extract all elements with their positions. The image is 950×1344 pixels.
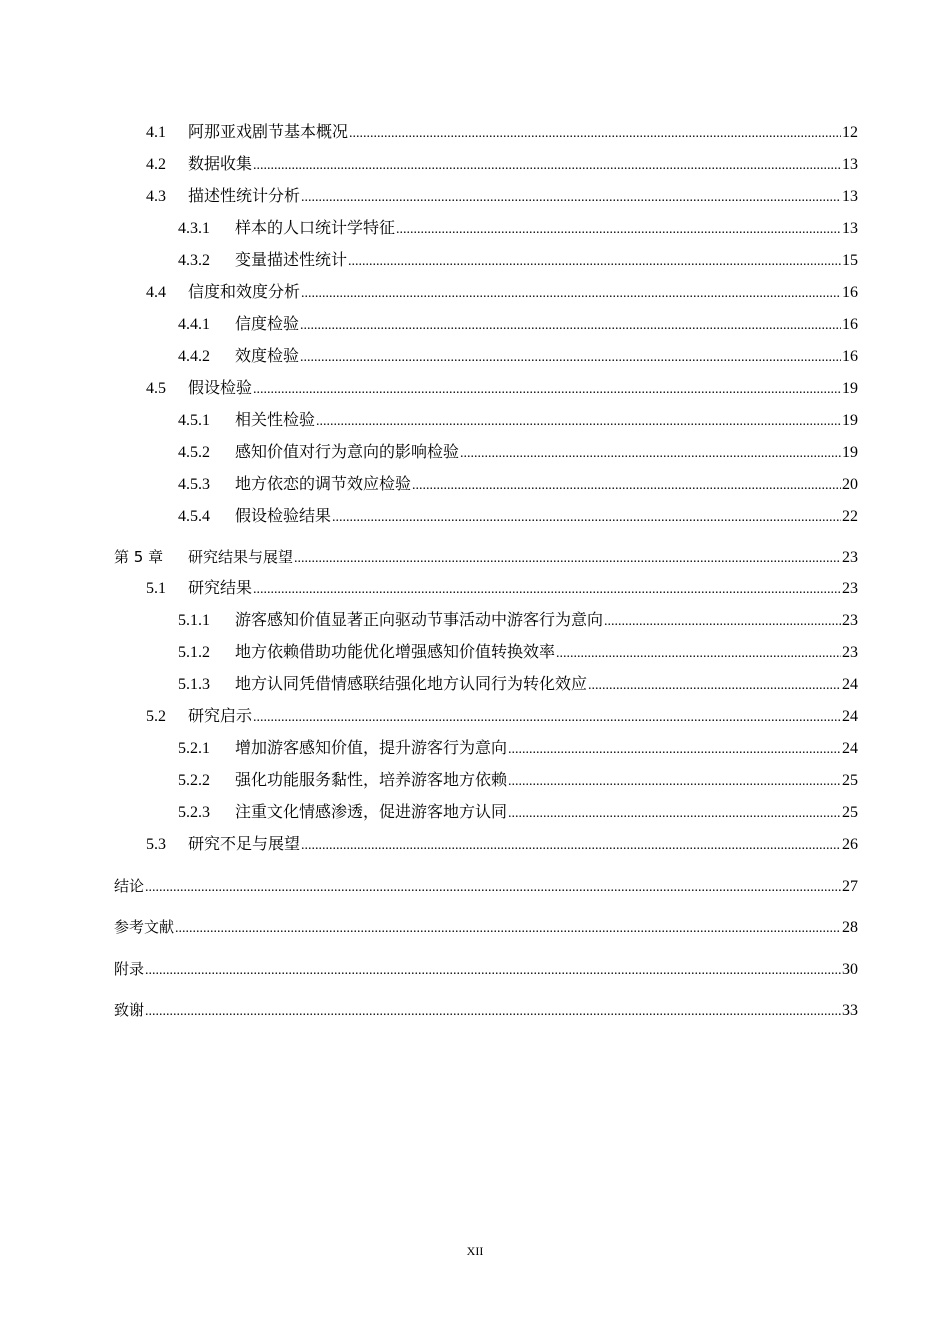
toc-entry-page: 13 [842,188,858,205]
toc-dot-leader [508,770,841,794]
toc-entry-conclusion[interactable] [114,874,858,898]
toc-entry-page: 26 [842,836,858,853]
toc-entry-number: 4.2 [146,156,166,173]
toc-entry-title: 致谢 [114,1001,145,1019]
toc-dot-leader [294,547,841,571]
toc-entry-4-4-2[interactable] [178,344,858,368]
toc-entry-chapter-5[interactable] [114,545,858,569]
toc-entry-4-5-4[interactable] [178,504,858,528]
toc-entry-number: 4.5 [146,380,166,397]
toc-dot-leader [316,410,841,434]
toc-entry-title: 强化功能服务黏性，培养游客地方依赖 [235,770,508,789]
toc-entry-4-4-1[interactable] [178,312,858,336]
toc-entry-number: 5.1.1 [178,612,210,629]
toc-chapter-number: 第 5 章 [114,548,164,566]
toc-entry-number: 4.5.3 [178,476,210,493]
toc-dot-leader [253,378,841,402]
toc-dot-leader [145,959,841,983]
toc-entry-title: 地方认同凭借情感联结强化地方认同行为转化效应 [235,674,588,693]
toc-entry-page: 13 [842,156,858,173]
toc-entry-page: 23 [842,549,858,566]
toc-dot-leader [556,642,841,666]
toc-entry-5-1-3[interactable] [178,672,858,696]
toc-entry-page: 13 [842,220,858,237]
toc-entry-number: 5.1.3 [178,676,210,693]
toc-entry-appendix[interactable] [114,957,858,981]
toc-entry-4-2[interactable] [146,152,858,176]
toc-entry-5-1-2[interactable] [178,640,858,664]
toc-entry-number: 4.3.2 [178,252,210,269]
toc-entry-5-2-2[interactable] [178,768,858,792]
toc-entry-page: 16 [842,348,858,365]
toc-entry-number: 5.2 [146,708,166,725]
toc-dot-leader [300,346,841,370]
toc-entry-number: 4.5.1 [178,412,210,429]
toc-entry-page: 25 [842,772,858,789]
toc-dot-leader [332,506,841,530]
toc-dot-leader [460,442,841,466]
toc-dot-leader [604,610,841,634]
toc-entry-page: 30 [842,961,858,978]
toc-entry-number: 5.3 [146,836,166,853]
toc-entry-page: 19 [842,412,858,429]
toc-entry-number: 5.2.1 [178,740,210,757]
toc-entry-page: 24 [842,740,858,757]
toc-dot-leader [412,474,841,498]
toc-entry-page: 28 [842,919,858,936]
toc-entry-title: 数据收集 [188,154,253,173]
toc-dot-leader [588,674,841,698]
toc-entry-title: 研究启示 [188,706,253,725]
toc-entry-4-5-3[interactable] [178,472,858,496]
toc-dot-leader [300,314,841,338]
toc-entry-page: 23 [842,612,858,629]
toc-entry-page: 19 [842,444,858,461]
toc-entry-title: 相关性检验 [235,410,316,429]
toc-dot-leader [301,834,841,858]
toc-entry-title: 地方依恋的调节效应检验 [235,474,412,493]
toc-entry-5-2-1[interactable] [178,736,858,760]
toc-entry-5-2[interactable] [146,704,858,728]
toc-entry-number: 4.4.1 [178,316,210,333]
toc-entry-number: 5.2.3 [178,804,210,821]
toc-entry-number: 4.3 [146,188,166,205]
toc-entry-page: 19 [842,380,858,397]
toc-dot-leader [175,917,841,941]
toc-entry-page: 22 [842,508,858,525]
toc-entry-page: 12 [842,124,858,141]
toc-entry-title: 样本的人口统计学特征 [235,218,396,237]
toc-entry-5-3[interactable] [146,832,858,856]
toc-entry-page: 23 [842,644,858,661]
toc-entry-title: 信度检验 [235,314,300,333]
toc-dot-leader [253,578,841,602]
toc-entry-number: 4.4.2 [178,348,210,365]
toc-entry-title: 研究结果 [188,578,253,597]
toc-entry-title: 变量描述性统计 [235,250,348,269]
toc-entry-title: 参考文献 [114,918,175,936]
toc-entry-page: 24 [842,676,858,693]
toc-entry-page: 25 [842,804,858,821]
toc-entry-4-3-2[interactable] [178,248,858,272]
toc-entry-number: 4.5.2 [178,444,210,461]
toc-entry-title: 信度和效度分析 [188,282,301,301]
toc-entry-references[interactable] [114,915,858,939]
toc-entry-title: 假设检验 [188,378,253,397]
toc-entry-page: 27 [842,878,858,895]
toc-entry-number: 4.5.4 [178,508,210,525]
toc-entry-4-1[interactable] [146,120,858,144]
toc-dot-leader [253,706,841,730]
toc-entry-number: 5.1.2 [178,644,210,661]
toc-entry-page: 16 [842,284,858,301]
toc-entry-4-4[interactable] [146,280,858,304]
toc-entry-title: 研究结果与展望 [188,548,294,566]
toc-entry-4-3[interactable] [146,184,858,208]
toc-entry-page: 20 [842,476,858,493]
toc-entry-number: 5.2.2 [178,772,210,789]
toc-entry-title: 附录 [114,960,145,978]
toc-entry-4-5-2[interactable] [178,440,858,464]
toc-entry-number: 4.1 [146,124,166,141]
toc-dot-leader [348,250,841,274]
toc-dot-leader [145,876,841,900]
toc-dot-leader [145,1000,841,1024]
toc-entry-title: 地方依赖借助功能优化增强感知价值转换效率 [235,642,556,661]
toc-entry-page: 16 [842,316,858,333]
toc-dot-leader [508,802,841,826]
toc-dot-leader [396,218,841,242]
toc-dot-leader [301,186,841,210]
toc-entry-title: 增加游客感知价值，提升游客行为意向 [235,738,508,757]
toc-dot-leader [301,282,841,306]
toc-entry-title: 假设检验结果 [235,506,332,525]
toc-entry-title: 研究不足与展望 [188,834,301,853]
toc-entry-title: 描述性统计分析 [188,186,301,205]
toc-entry-title: 阿那亚戏剧节基本概况 [188,122,349,141]
toc-entry-page: 24 [842,708,858,725]
toc-entry-page: 15 [842,252,858,269]
toc-dot-leader [508,738,841,762]
toc-entry-4-5-1[interactable] [178,408,858,432]
toc-entry-4-3-1[interactable] [178,216,858,240]
toc-entry-5-1[interactable] [146,576,858,600]
toc-entry-4-5[interactable] [146,376,858,400]
toc-entry-page: 23 [842,580,858,597]
toc-entry-acknowledgements[interactable] [114,998,858,1022]
toc-entry-title: 注重文化情感渗透，促进游客地方认同 [235,802,508,821]
toc-entry-title: 效度检验 [235,346,300,365]
toc-entry-number: 4.3.1 [178,220,210,237]
toc-entry-title: 结论 [114,877,145,895]
toc-entry-5-1-1[interactable] [178,608,858,632]
toc-dot-leader [253,154,841,178]
toc-entry-number: 5.1 [146,580,166,597]
page-number: XII [466,1244,484,1258]
toc-entry-title: 感知价值对行为意向的影响检验 [235,442,460,461]
toc-entry-title: 游客感知价值显著正向驱动节事活动中游客行为意向 [235,610,604,629]
toc-dot-leader [349,122,841,146]
toc-entry-5-2-3[interactable] [178,800,858,824]
toc-entry-number: 4.4 [146,284,166,301]
toc-entry-page: 33 [842,1002,858,1019]
